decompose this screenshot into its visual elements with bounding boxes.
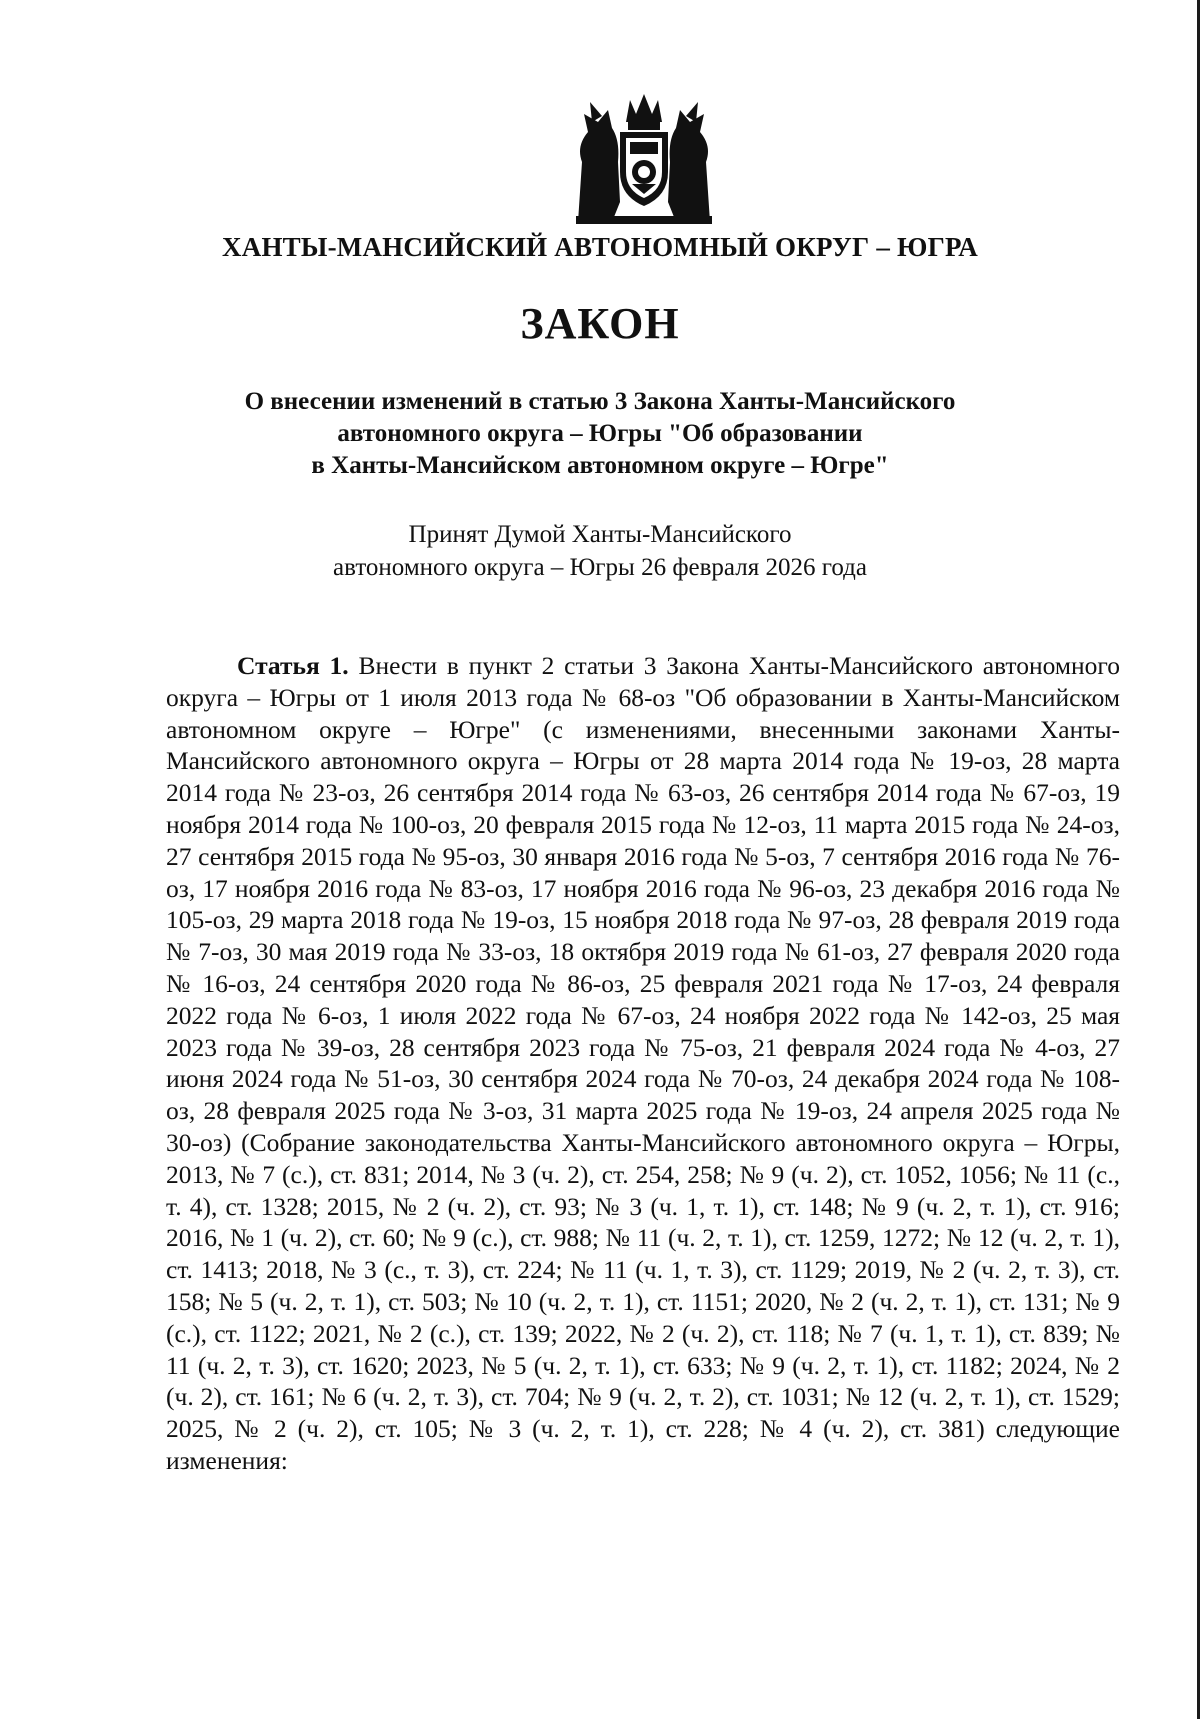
law-title <box>180 386 1020 482</box>
article-1-paragraph <box>166 650 1120 1477</box>
adoption-note-line: Принят Думой Ханты-Мансийского <box>408 521 792 548</box>
article-1-label: Статья 1. <box>237 651 349 680</box>
adoption-note <box>180 518 1020 584</box>
adoption-note-line: автономного округа – Югры 26 февраля 2026 года <box>333 554 867 581</box>
region-name: ХАНТЫ-МАНСИЙСКИЙ АВТОНОМНЫЙ ОКРУГ – ЮГРА <box>222 232 978 262</box>
coat-of-arms-icon <box>568 92 720 224</box>
article-1-text: Внести в пункт 2 статьи 3 Закона Ханты-Мансийского автономного округа – Югры от 1 июля 2013 года № 68-оз "Об образовании в Ханты-Мансийском автономном округе – Югре" (с изменениями, внесенными законами Ханты-Мансийского автономного округа – Югры от 28 марта 2014 года № 19-оз, 28 марта 2014 года № 23-оз, 26 сентября 2014 года № 63-оз, 26 сентября 2014 года № 67-оз, 19 ноября 2014 года № 100-оз, 20 февраля 2015 года № 12-оз, 11 марта 2015 года № 24-оз, 27 сентября 2015 года № 95-оз, 30 января 2016 года № 5-оз, 7 сентября 2016 года № 76-оз, 17 ноября 2016 года № 83-оз, 17 ноября 2016 года № 96-оз, 23 декабря 2016 года № 105-оз, 29 марта 2018 года № 19-оз, 15 ноября 2018 года № 97-оз, 28 февраля 2019 года № 7-оз, 30 мая 2019 года № 33-оз, 18 октября 2019 года № 61-оз, 27 февраля 2020 года № 16-оз, 24 сентября 2020 года № 86-оз, 25 февраля 2021 года № 17-оз, 24 февраля 2022 года № 6-оз, 1 июля 2022 года № 67-оз, 24 ноября 2022 года № 142-оз, 25 мая 2023 года № 39-оз, 28 сентября 2023 года № 75-оз, 21 февраля 2024 года № 4-оз, 27 июня 2024 года № 51-оз, 30 сентября 2024 года № 70-оз, 24 декабря 2024 года № 108-оз, 28 февраля 2025 года № 3-оз, 31 марта 2025 года № 19-оз, 24 апреля 2025 года № 30-оз) (Собрание законодательства Ханты-Мансийского автономного округа – Югры, 2013, № 7 (с.), ст. 831; 2014, № 3 (ч. 2), ст. 254, 258; № 9 (ч. 2), ст. 1052, 1056; № 11 (с., т. 4), ст. 1328; 2015, № 2 (ч. 2), ст. 93; № 3 (ч. 1, т. 1), ст. 148; № 9 (ч. 2, т. 1), ст. 916; 2016, № 1 (ч. 2), ст. 60; № 9 (с.), ст. 988; № 11 (ч. 2, т. 1), ст. 1259, 1272; № 12 (ч. 2, т. 1), ст. 1413; 2018, № 3 (с., т. 3), ст. 224; № 11 (ч. 1, т. 3), ст. 1129; 2019, № 2 (ч. 2, т. 3), ст. 158; № 5 (ч. 2, т. 1), ст. 503; № 10 (ч. 2, т. 1), ст. 1151; 2020, № 2 (ч. 2, т. 1), ст. 131; № 9 (с.), ст. 1122; 2021, № 2 (с.), ст. 139; 2022, № 2 (ч. 2), ст. 118; № 7 (ч. 1, т. 1), ст. 839; № 11 (ч. 2, т. 3), ст. 1620; 2023, № 5 (ч. 2, т. 1), ст. 633; № 9 (ч. 2, т. 1), ст. 1182; 2024, № 2 (ч. 2), ст. 161; № 6 (ч. 2, т. 3), ст. 704; № 9 (ч. 2, т. 2), ст. 1031; № 12 (ч. 2, т. 1), ст. 1529; 2025, № 2 (ч. 2), ст. 105; № 3 (ч. 2, т. 1), ст. 228; № 4 (ч. 2), ст. 381) следующие изменения: <box>166 651 1121 1475</box>
document-type-heading: ЗАКОН <box>520 299 680 348</box>
law-title-line: в Ханты-Мансийском автономном округе – Югре" <box>311 452 889 479</box>
law-title-line: О внесении изменений в статью 3 Закона Ханты-Мансийского <box>244 388 956 415</box>
law-title-line: автономного округа – Югры "Об образовании <box>337 420 863 447</box>
